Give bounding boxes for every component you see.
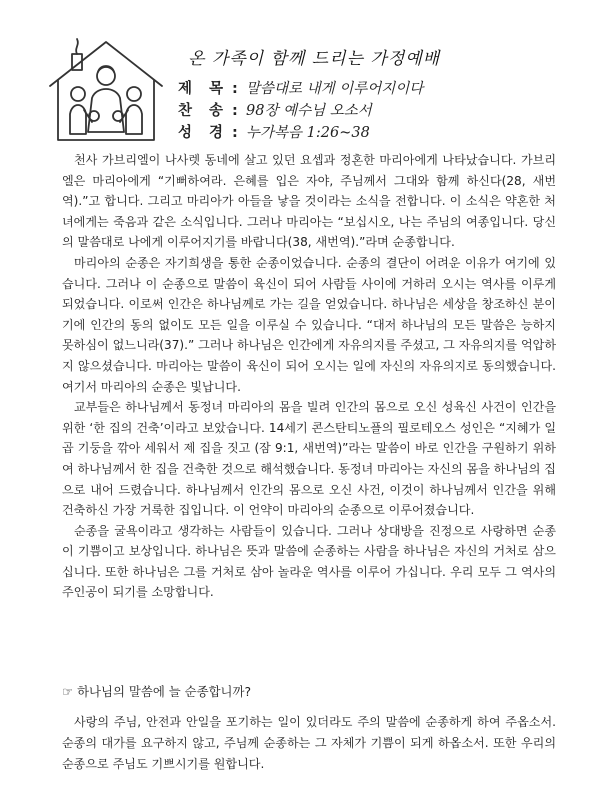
info-row-subject [178, 78, 423, 100]
info-value: 누가복음 1:26~38 [246, 125, 370, 141]
info-row-hymn [178, 100, 423, 122]
prayer-text: 사랑의 주님, 안전과 안일을 포기하는 일이 있더라도 주의 말씀에 순종하게 하여 주옵소서. 순종의 대가를 요구하지 않고, 주님께 순종하는 그 자체가 기쁨이 되게 하옵소서. 또한 우리의 순종으로 주님도 기쁘시기를 원합니다. [62, 715, 556, 771]
closing-prayer [62, 712, 556, 775]
sermon-body [62, 150, 556, 603]
info-separator: : [232, 125, 238, 141]
info-key: 찬 송 [178, 103, 230, 119]
family-house-illustration-icon [44, 36, 168, 146]
question-text: 하나님의 말씀에 늘 순종합니까? [77, 684, 252, 699]
worship-header [0, 0, 600, 150]
info-separator: : [232, 81, 238, 97]
sermon-paragraph: 교부들은 하나님께서 동정녀 마리아의 몸을 빌려 인간의 몸으로 오신 성육신 사건이 인간을 위한 ‘한 집의 건축’이라고 보았습니다. 14세기 콘스탄티노플의 필로테오스 성인은 “지혜가 일곱 기둥을 깎아 세워서 제 집을 짓고 (잠 9:1, 새번역)”라는 말씀이 바로 인간을 구원하기 위하여 하나님께서 한 집을 건축한 것으로 해석했습니다. 동정녀 마리아는 자신의 몸을 하나님의 집으로 내어 드렸습니다. 하나님께서 인간의 몸으로 오신 사건, 이것이 하나님께서 인간을 위해 건축하신 가장 거룩한 집입니다. 이 언약이 마리아의 순종으로 이루어졌습니다. [62, 400, 556, 518]
sermon-paragraph: 순종을 굴욕이라고 생각하는 사람들이 있습니다. 그러나 상대방을 진정으로 사랑하면 순종이 기쁨이고 보상입니다. 하나님은 뜻과 말씀에 순종하는 사람을 하나님은 자신의 거처로 삼으십니다. 또한 하나님은 그를 거처로 삼아 놀라운 역사를 이루어 가십니다. 우리 모두 그 역사의 주인공이 되기를 소망합니다. [62, 523, 556, 600]
reflection-question [62, 682, 251, 700]
info-row-scripture [178, 122, 423, 144]
page-title: 온 가족이 함께 드리는 가정예배 [188, 49, 441, 69]
sermon-paragraph: 천사 가브리엘이 나사렛 동네에 살고 있던 요셉과 정혼한 마리아에게 나타났습니다. 가브리엘은 마리아에게 “기뻐하여라. 은혜를 입은 자야, 주님께서 그대와 함께 하신다(28, 새번역).”고 합니다. 그리고 마리아가 아들을 낳을 것이라는 소식을 전합니다. 이 소식은 약혼한 처녀에게는 죽음과 같은 소식입니다. 그러나 마리아는 “보십시오, 나는 주님의 여종입니다. 당신의 말씀대로 나에게 이루어지기를 바랍니다(38, 새번역).”라며 순종합니다. [62, 153, 556, 250]
info-separator: : [232, 103, 238, 119]
info-key: 제 목 [178, 81, 230, 97]
info-key: 성 경 [178, 125, 230, 141]
info-value: 98장 예수님 오소서 [246, 103, 372, 119]
pointing-hand-icon: ☞ [62, 684, 74, 699]
info-value: 말씀대로 내게 이루어지이다 [246, 81, 424, 97]
sermon-paragraph: 마리아의 순종은 자기희생을 통한 순종이었습니다. 순종의 결단이 어려운 이유가 여기에 있습니다. 그러나 이 순종으로 말씀이 육신이 되어 사람들 사이에 거하러 오시는 역사를 이루게 되었습니다. 이로써 인간은 하나님께로 가는 길을 얻었습니다. 하나님은 세상을 창조하신 분이기에 인간의 동의 없이도 모든 일을 이루실 수 있습니다. “대저 하나님의 모든 말씀은 능하지 못하심이 없느니라(37).” 그러나 하나님은 인간에게 자유의지를 주셨고, 그 자유의지를 억압하지 않으셨습니다. 마리아는 말씀이 육신이 되어 오시는 일에 자신의 자유의지로 동의했습니다. 여기서 마리아의 순종은 빛납니다. [62, 255, 556, 394]
worship-info [178, 78, 423, 144]
